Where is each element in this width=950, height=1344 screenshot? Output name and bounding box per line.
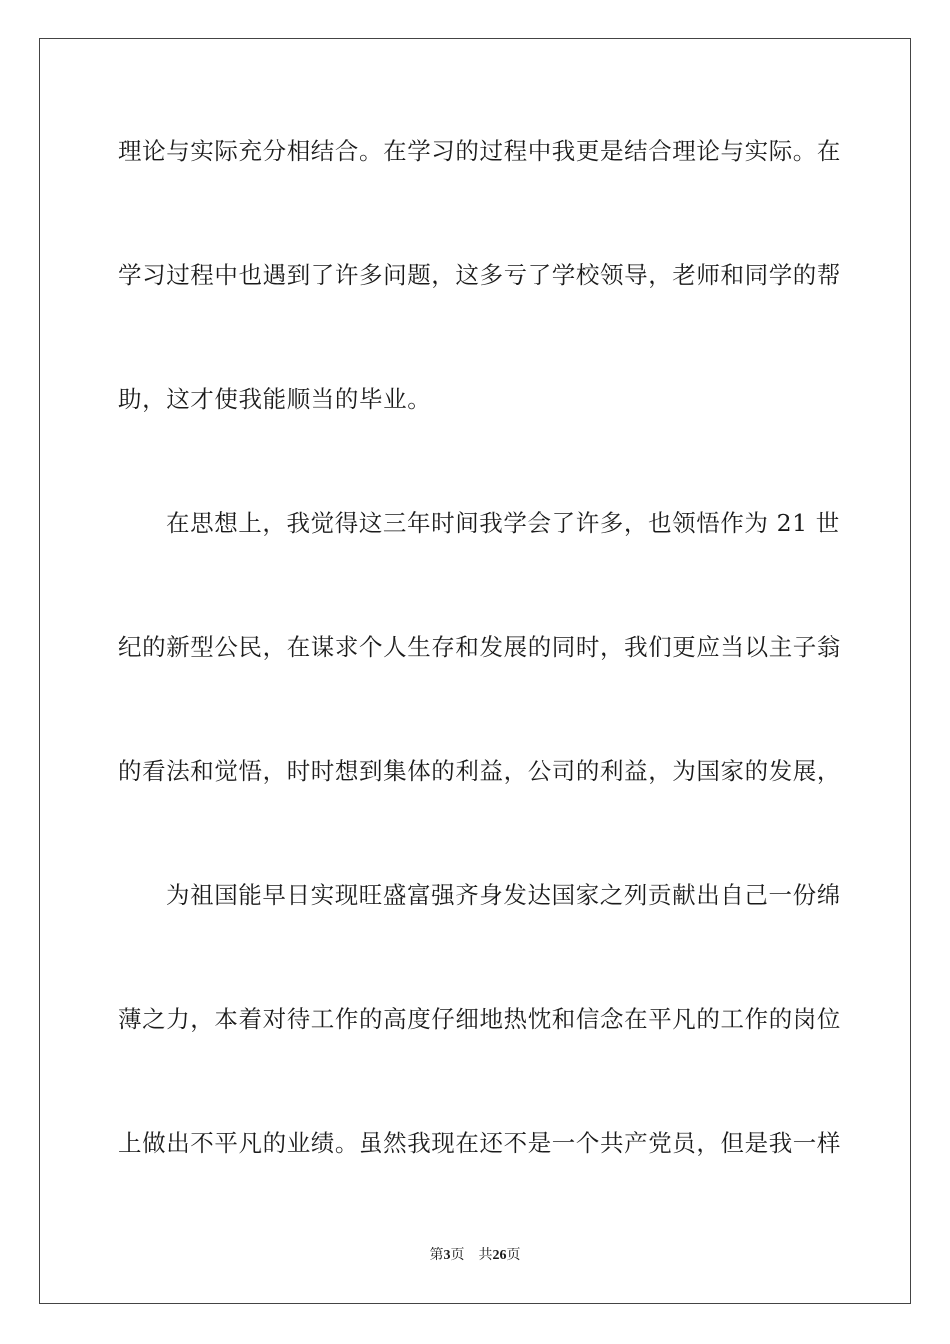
body-line-2: 学习过程中也遇到了许多问题，这多亏了学校领导，老师和同学的帮 bbox=[118, 261, 841, 289]
page-border bbox=[39, 38, 911, 1304]
total-suffix: 页 bbox=[506, 1248, 521, 1263]
body-line-6: 的看法和觉悟，时时想到集体的利益，公司的利益，为国家的发展， bbox=[118, 757, 841, 785]
body-line-8: 薄之力，本着对待工作的高度仔细地热忱和信念在平凡的工作的岗位 bbox=[118, 1005, 841, 1033]
page-suffix: 页 bbox=[450, 1248, 465, 1263]
body-line-5: 纪的新型公民，在谋求个人生存和发展的同时，我们更应当以主子翁 bbox=[118, 633, 841, 661]
page-footer bbox=[0, 1247, 950, 1265]
total-prefix: 共 bbox=[478, 1248, 493, 1263]
body-line-7: 为祖国能早日实现旺盛富强齐身发达国家之列贡献出自己一份绵 bbox=[166, 881, 841, 909]
body-line-4: 在思想上，我觉得这三年时间我学会了许多，也领悟作为 21 世 bbox=[166, 509, 840, 537]
body-line-3: 助，这才使我能顺当的毕业。 bbox=[118, 385, 432, 413]
page-number: 3 bbox=[443, 1248, 451, 1263]
body-line-1: 理论与实际充分相结合。在学习的过程中我更是结合理论与实际。在 bbox=[118, 137, 841, 165]
page-prefix: 第 bbox=[429, 1248, 444, 1263]
body-line-9: 上做出不平凡的业绩。虽然我现在还不是一个共产党员，但是我一样 bbox=[118, 1129, 841, 1157]
total-pages: 26 bbox=[492, 1248, 507, 1263]
